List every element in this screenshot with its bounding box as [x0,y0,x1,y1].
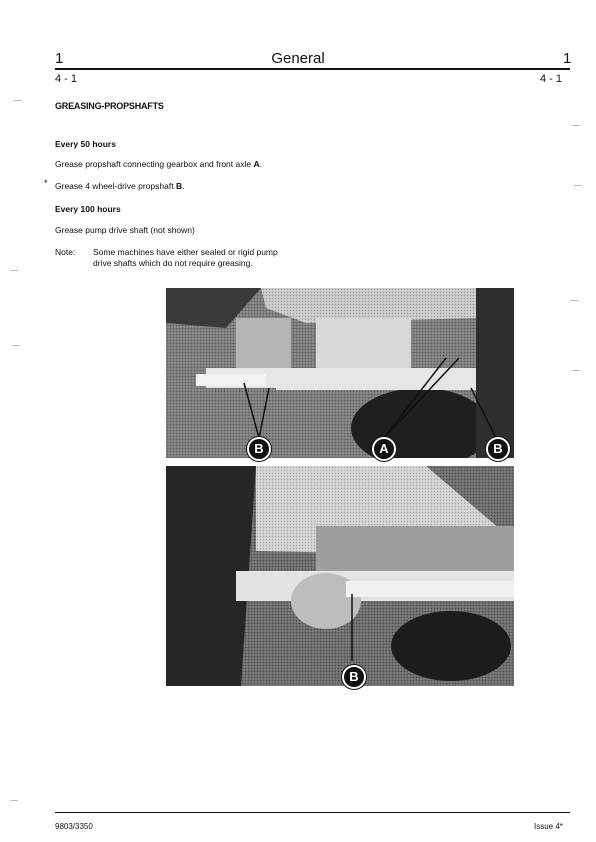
instruction-2-text: Grease 4 wheel-drive propshaft [55,181,176,191]
revision-bullet: * [44,178,48,188]
callout-a: A [372,437,396,461]
instruction-1-end: . [259,159,262,169]
note-label: Note: [55,247,76,257]
margin-mark [14,100,22,101]
interval-50-heading: Every 50 hours [55,139,116,149]
ref-a: A [253,159,260,169]
ref-b: B [175,181,183,191]
propshaft-photo-2-illustration [166,466,514,686]
footer-rule [55,812,570,813]
page-number-left: 4 - 1 [55,73,78,85]
margin-mark [572,125,580,126]
instruction-line-3: Grease pump drive shaft (not shown) [55,225,195,235]
instruction-line-1 [55,159,262,169]
margin-mark [572,370,580,371]
propshaft-photo-1-illustration [166,288,514,458]
section-number-left: 1 [55,50,64,67]
document-number: 9803/3350 [55,822,93,831]
page-number-right: 4 - 1 [540,73,563,85]
issue-number: Issue 4* [534,822,563,831]
margin-mark [12,345,20,346]
section-number-right: 1 [563,50,572,67]
callout-b-lower: B [342,665,366,689]
instruction-2-end: . [182,181,185,191]
instruction-1-text: Grease propshaft connecting gearbox and front axle [55,159,254,169]
callout-b-left: B [247,437,271,461]
page-title: General [271,50,325,67]
propshaft-photo-2 [166,466,514,686]
header-rule [55,68,570,70]
margin-mark [570,300,578,301]
margin-mark [574,185,582,186]
note-line-1: Some machines have either sealed or rigid pump [93,247,278,257]
section-title: GREASING-PROPSHAFTS [55,101,164,111]
note-line-2: drive shafts which do not require greasing. [93,258,253,268]
propshaft-photo-1 [166,288,514,458]
instruction-line-2 [55,181,184,191]
margin-mark [10,270,18,271]
interval-100-heading: Every 100 hours [55,204,121,214]
margin-mark [10,800,18,801]
callout-b-right: B [486,437,510,461]
